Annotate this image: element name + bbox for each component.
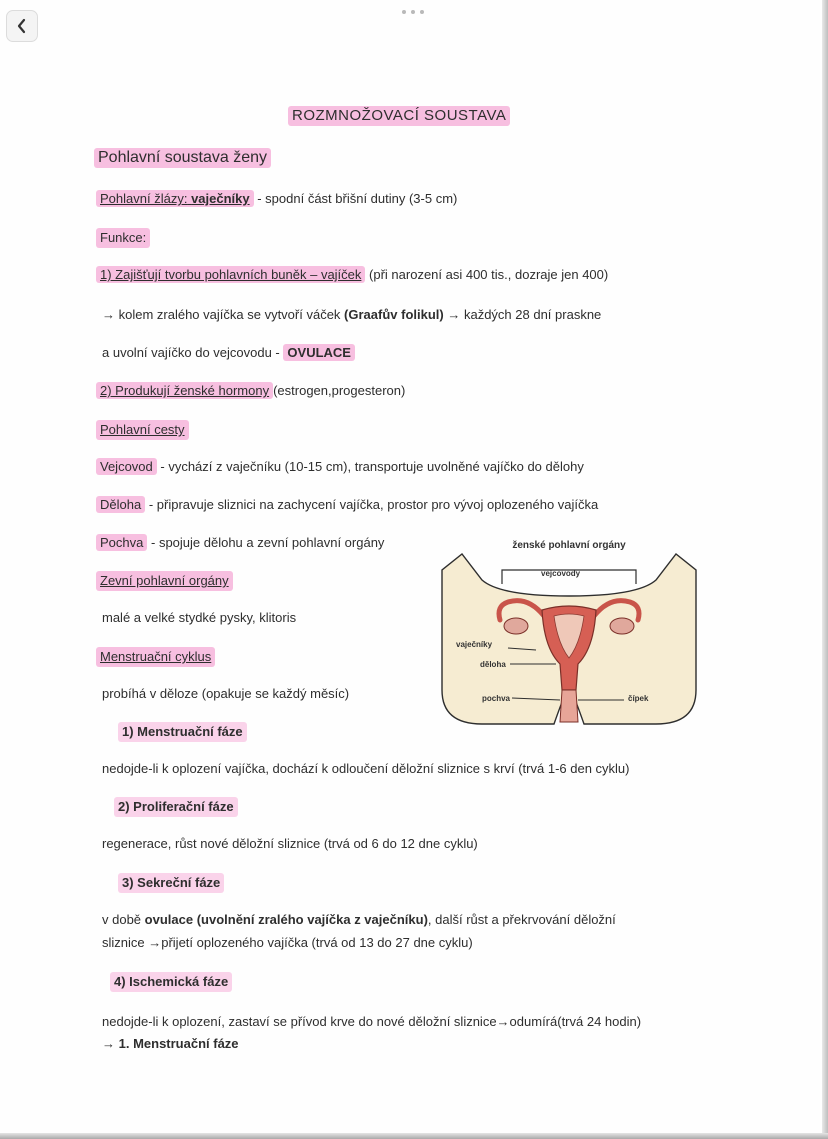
external-label: Zevní pohlavní orgány [96, 571, 233, 591]
function-1-label: 1) Zajišťují tvorbu pohlavních buněk – vajíček [96, 266, 365, 283]
deloha-term: Děloha [96, 496, 145, 513]
function-2-desc: (estrogen,progesteron) [273, 383, 406, 398]
label-vejcovody: vejcovody [541, 569, 581, 578]
label-cipek: čípek [628, 694, 649, 703]
phase-4-label: 4) Ischemická fáze [110, 972, 232, 992]
page-edge-bottom [0, 1133, 828, 1139]
phase-1-label: 1) Menstruační fáze [118, 722, 247, 742]
glands-line [96, 190, 457, 208]
cycle-label: Menstruační cyklus [96, 647, 215, 667]
phase-3-desc: v době ovulace (uvolnění zralého vajíčka z vaječníku), další růst a překrvování děložní [102, 912, 616, 927]
tracts-label: Pohlavní cesty [96, 420, 189, 440]
external-desc: malé a velké stydké pysky, klitoris [102, 610, 297, 625]
cycle-desc: probíhá v děloze (opakuje se každý měsíc) [102, 686, 350, 701]
phase-3-desc-line2: sliznice →přijetí oplozeného vajíčka (trvá od 13 do 27 dne cyklu) [102, 935, 473, 950]
ovulation-line: a uvolní vajíčko do vejcovodu - OVULACE [102, 344, 355, 362]
label-deloha: děloha [480, 660, 506, 669]
section-heading: Pohlavní soustava ženy [94, 148, 271, 168]
ovulation-term: OVULACE [283, 344, 355, 361]
ovary-right [610, 618, 634, 634]
label-vajecniky: vaječníky [456, 640, 493, 649]
function-1-line [96, 266, 608, 284]
function-1-desc: (při narození asi 400 tis., dozraje jen 400) [369, 267, 609, 282]
phase-4-desc: nedojde-li k oplození, zastaví se přívod krve do nové děložní sliznice→odumírá(trvá 24 hodin) [102, 1014, 642, 1029]
phase-4-next: → 1. Menstruační fáze [102, 1036, 239, 1051]
function-1-detail: → kolem zralého vajíčka se vytvoří váček (Graafův folikul) → každých 28 dní praskne [102, 307, 602, 322]
vejcovod-line: Vejcovod - vychází z vaječníku (10-15 cm), transportuje uvolněné vajíčko do dělohy [96, 458, 584, 476]
ovary-left [504, 618, 528, 634]
anatomy-diagram [438, 540, 700, 732]
page-title: ROZMNOŽOVACÍ SOUSTAVA [288, 106, 510, 126]
phase-2-label: 2) Proliferační fáze [114, 797, 238, 817]
back-button[interactable] [6, 10, 38, 42]
glands-label: Pohlavní žlázy: vaječníky [96, 190, 254, 207]
function-2-label: 2) Produkují ženské hormony [96, 382, 273, 399]
vagina-shape [560, 690, 578, 722]
phase-2-desc: regenerace, růst nové děložní sliznice (trvá od 6 do 12 dne cyklu) [102, 836, 478, 851]
phase-3-label: 3) Sekreční fáze [118, 873, 224, 893]
function-2-line [96, 382, 405, 400]
more-horizontal-icon[interactable] [400, 6, 428, 18]
page-edge-right [822, 0, 828, 1139]
pochva-line: Pochva - spojuje dělohu a zevní pohlavní orgány [96, 534, 384, 552]
diagram-title: ženské pohlavní orgány [512, 540, 626, 551]
phase-1-desc: nedojde-li k oplození vajíčka, dochází k odloučení děložní sliznice s krví (trvá 1-6 den cyklu) [102, 761, 630, 776]
glands-desc: - spodní část břišní dutiny (3-5 cm) [257, 191, 458, 206]
deloha-line: Děloha - připravuje sliznici na zachycení vajíčka, prostor pro vývoj oplozeného vajíčka [96, 496, 598, 514]
chevron-left-icon [14, 18, 30, 34]
pochva-term: Pochva [96, 534, 147, 551]
label-pochva: pochva [482, 694, 511, 703]
functions-label: Funkce: [96, 228, 150, 248]
vejcovod-term: Vejcovod [96, 458, 157, 475]
